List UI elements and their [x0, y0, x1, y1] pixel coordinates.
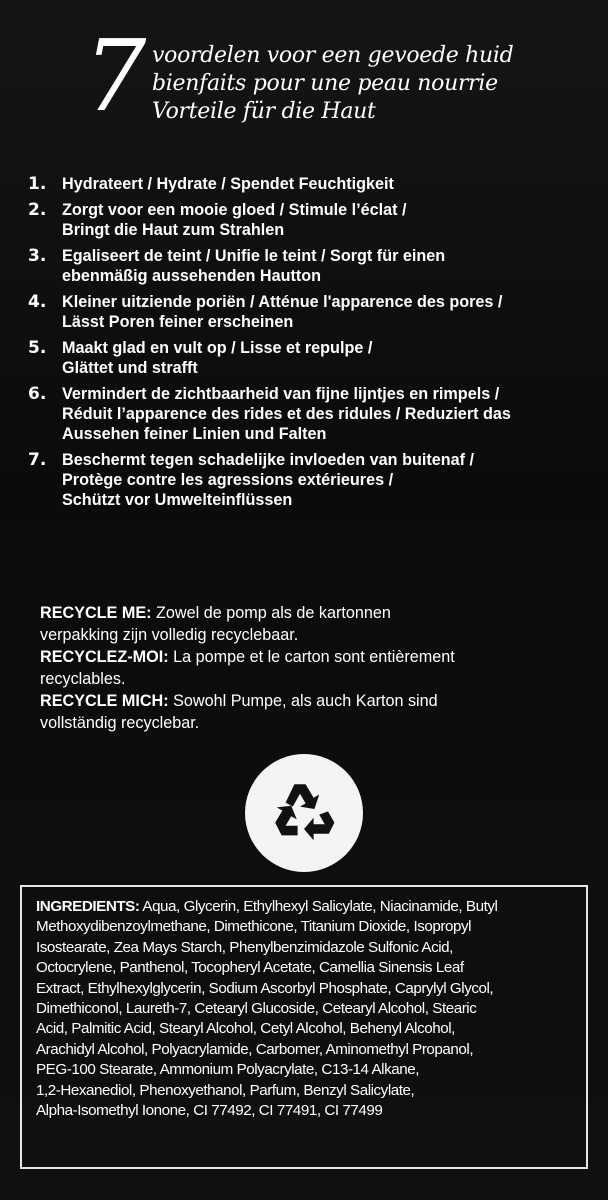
- benefit-text: Kleiner uitziende poriën / Atténue l'apparence des pores /: [62, 293, 503, 311]
- benefit-text: Schützt vor Umwelteinflüssen: [62, 491, 293, 509]
- benefits-count: 7: [84, 20, 147, 134]
- benefit-number: 7.: [28, 450, 47, 470]
- ingredients-line: Arachidyl Alcohol, Polyacrylamide, Carbomer, Aminomethyl Propanol,: [36, 1040, 474, 1058]
- benefit-text: Zorgt voor een mooie gloed / Stimule l’éclat /: [62, 201, 407, 219]
- recycle-line: verpakking zijn volledig recyclebaar.: [40, 626, 299, 644]
- ingredients-line: Extract, Ethylhexylglycerin, Sodium Ascorbyl Phosphate, Caprylyl Glycol,: [36, 979, 494, 997]
- ingredients-list: [36, 897, 581, 1121]
- recycle-line: Zowel de pomp als de kartonnen: [151, 604, 391, 622]
- title-french: bienfaits pour une peau nourrie: [152, 71, 498, 96]
- recycle-dutch: [40, 602, 580, 646]
- ingredients-line: Acid, Palmitic Acid, Stearyl Alcohol, Cetyl Alcohol, Behenyl Alcohol,: [36, 1020, 455, 1038]
- recycle-french: [40, 646, 580, 690]
- ingredients-line: Aqua, Glycerin, Ethylhexyl Salicylate, Niacinamide, Butyl: [139, 898, 498, 915]
- ingredients-line: Dimethiconol, Laureth-7, Cetearyl Glucoside, Cetearyl Alcohol, Stearic: [36, 1000, 477, 1018]
- benefit-text: Egaliseert de teint / Unifie le teint / Sorgt für einen: [62, 247, 446, 265]
- recycle-instructions: [40, 602, 580, 734]
- benefit-text: Bringt die Haut zum Strahlen: [62, 221, 285, 239]
- benefit-item: [28, 338, 588, 378]
- benefit-text: Réduit l’apparence des rides et des ridules / Reduziert das: [62, 405, 511, 423]
- benefit-item: [28, 384, 588, 444]
- benefit-number: 6.: [28, 384, 47, 404]
- benefits-header: [84, 20, 584, 138]
- benefit-number: 1.: [28, 174, 47, 194]
- recycle-line: Sowohl Pumpe, als auch Karton sind: [168, 692, 438, 710]
- benefit-text: ebenmäßig aussehenden Hautton: [62, 267, 322, 285]
- benefit-number: 3.: [28, 246, 47, 266]
- benefit-text: Vermindert de zichtbaarheid van fijne lijntjes en rimpels /: [62, 385, 500, 403]
- ingredients-box: [20, 885, 588, 1169]
- ingredients-line: Alpha-Isomethyl Ionone, CI 77492, CI 77491, CI 77499: [36, 1102, 383, 1120]
- benefit-item: [28, 450, 588, 510]
- title-dutch: voordelen voor een gevoede huid: [152, 43, 514, 68]
- benefit-item: [28, 292, 588, 332]
- ingredients-line: 1,2-Hexanediol, Phenoxyethanol, Parfum, Benzyl Salicylate,: [36, 1081, 415, 1099]
- recycle-label: RECYCLEZ-MOI:: [40, 648, 169, 666]
- benefit-text: Protège contre les agressions extérieures /: [62, 471, 394, 489]
- benefit-number: 2.: [28, 200, 47, 220]
- benefits-list: [28, 174, 588, 516]
- benefit-text: Glättet und strafft: [62, 359, 198, 377]
- title-german: Vorteile für die Haut: [152, 99, 376, 124]
- recycle-label: RECYCLE MICH:: [40, 692, 169, 710]
- ingredients-label: INGREDIENTS:: [36, 898, 140, 915]
- recycle-line: recyclables.: [40, 670, 126, 688]
- benefit-item: [28, 174, 588, 194]
- ingredients-line: Isostearate, Zea Mays Starch, Phenylbenzimidazole Sulfonic Acid,: [36, 938, 453, 956]
- ingredients-line: PEG-100 Stearate, Ammonium Polyacrylate, C13-14 Alkane,: [36, 1061, 419, 1079]
- ingredients-line: Methoxydibenzoylmethane, Dimethicone, Titanium Dioxide, Isopropyl: [36, 918, 472, 936]
- ingredients-line: Octocrylene, Panthenol, Tocopheryl Acetate, Camellia Sinensis Leaf: [36, 959, 464, 977]
- benefit-number: 4.: [28, 292, 47, 312]
- benefit-item: [28, 200, 588, 240]
- recycle-label: RECYCLE ME:: [40, 604, 152, 622]
- recycle-icon: [245, 754, 363, 872]
- recycle-german: [40, 690, 580, 734]
- benefit-number: 5.: [28, 338, 47, 358]
- recycle-line: vollständig recyclebar.: [40, 714, 200, 732]
- benefit-item: [28, 246, 588, 286]
- benefit-text: Lässt Poren feiner erscheinen: [62, 313, 294, 331]
- benefit-text: Hydrateert / Hydrate / Spendet Feuchtigkeit: [62, 175, 394, 193]
- benefit-text: Aussehen feiner Linien und Falten: [62, 425, 327, 443]
- recycle-line: La pompe et le carton sont entièrement: [168, 648, 455, 666]
- benefits-titles: [152, 42, 582, 126]
- benefit-text: Maakt glad en vult op / Lisse et repulpe /: [62, 339, 373, 357]
- benefit-text: Beschermt tegen schadelijke invloeden van buitenaf /: [62, 451, 475, 469]
